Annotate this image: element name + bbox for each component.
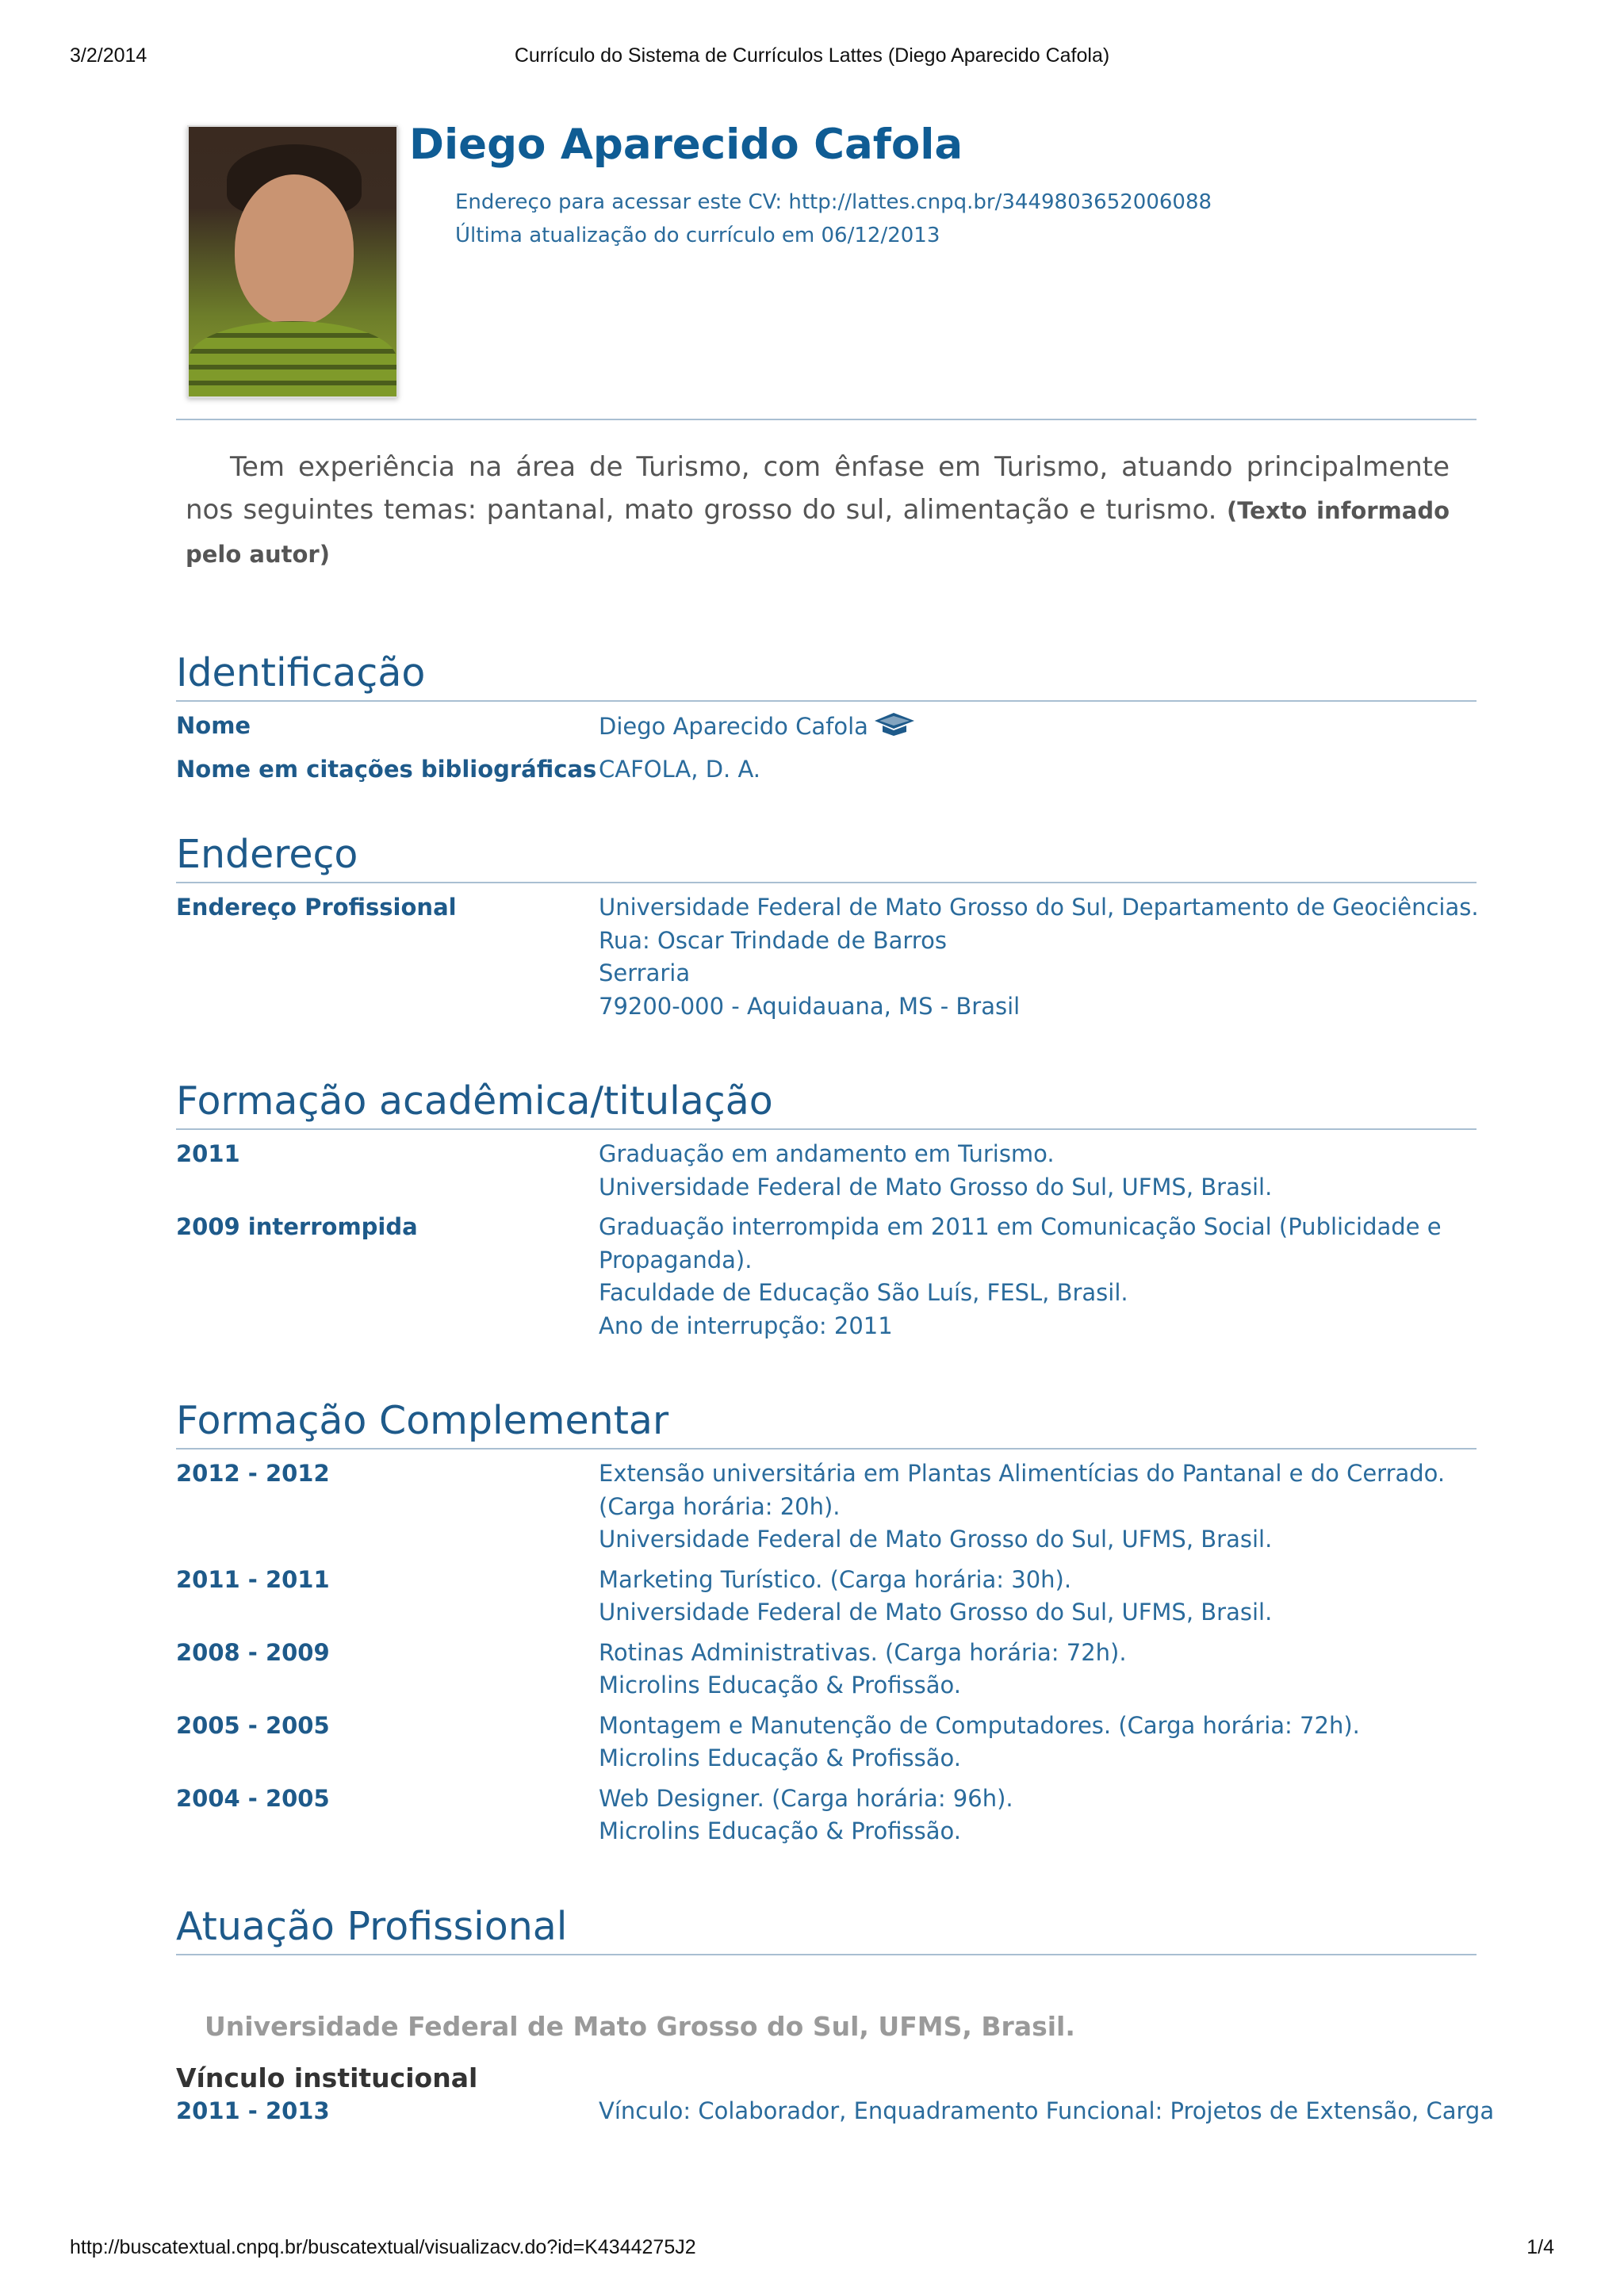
row-label: 2008 - 2009 bbox=[176, 1638, 330, 1666]
row-complementar bbox=[176, 1783, 1477, 1848]
section-rows bbox=[176, 891, 1477, 1023]
cv-header bbox=[176, 119, 1477, 420]
value-line: Web Designer. (Carga horária: 96h). bbox=[599, 1784, 1013, 1812]
value-line: Microlins Educação & Profissão. bbox=[599, 1744, 961, 1771]
section-endereco bbox=[176, 832, 1477, 1023]
row-value bbox=[599, 1783, 1477, 1848]
section-title: Formação Complementar bbox=[176, 1398, 1477, 1450]
value-line: CAFOLA, D. A. bbox=[599, 755, 761, 783]
cv-address-link[interactable]: Endereço para acessar este CV: http://lattes.cnpq.br/3449803652006088 bbox=[455, 190, 1212, 214]
row-value bbox=[599, 1211, 1477, 1342]
value-line: Faculdade de Educação São Luís, FESL, Brasil. bbox=[599, 1279, 1128, 1306]
value-line: Universidade Federal de Mato Grosso do Sul, UFMS, Brasil. bbox=[599, 1526, 1273, 1553]
value-line: Universidade Federal de Mato Grosso do Sul, UFMS, Brasil. bbox=[599, 1173, 1273, 1201]
section-rows bbox=[176, 2095, 1495, 2128]
row-complementar bbox=[176, 1710, 1477, 1775]
section-title: Atuação Profissional bbox=[176, 1904, 1477, 1955]
row-endereco-profissional bbox=[176, 891, 1477, 1023]
section-rows bbox=[176, 1457, 1477, 1848]
institution-heading: Universidade Federal de Mato Grosso do Sul, UFMS, Brasil. bbox=[205, 2010, 1075, 2042]
value-line: Rotinas Administrativas. (Carga horária: 72h). bbox=[599, 1638, 1127, 1666]
lattes-logo-icon bbox=[871, 710, 917, 746]
row-label: 2005 - 2005 bbox=[176, 1711, 330, 1739]
row-formacao bbox=[176, 1138, 1477, 1204]
footer-url: http://buscatextual.cnpq.br/buscatextual/visualizacv.do?id=K4344275J2 bbox=[70, 2236, 696, 2258]
section-rows bbox=[176, 1138, 1477, 1342]
vinculo-heading: Vínculo institucional bbox=[176, 2062, 478, 2093]
value-line: 79200-000 - Aquidauana, MS - Brasil bbox=[599, 992, 1021, 1020]
page-number: 1/4 bbox=[1526, 2236, 1554, 2258]
section-atuacao bbox=[176, 1903, 1495, 2128]
summary-note: (Texto informado pelo autor) bbox=[186, 497, 1450, 568]
row-value bbox=[599, 1710, 1477, 1775]
row-formacao bbox=[176, 1211, 1477, 1342]
value-line: Ano de interrupção: 2011 bbox=[599, 1312, 893, 1339]
row-label: Nome bbox=[176, 712, 251, 739]
value-line: Propaganda). bbox=[599, 1246, 753, 1273]
row-value bbox=[599, 1138, 1477, 1204]
section-identificacao bbox=[176, 650, 1477, 786]
value-line: Graduação interrompida em 2011 em Comunicação Social (Publicidade e bbox=[599, 1213, 1442, 1240]
row-value bbox=[599, 1637, 1477, 1702]
row-complementar bbox=[176, 1564, 1477, 1630]
photo-face bbox=[235, 174, 354, 325]
row-nome bbox=[176, 710, 1477, 746]
row-value bbox=[599, 2095, 1494, 2128]
row-label: 2012 - 2012 bbox=[176, 1460, 330, 1487]
value-line: Marketing Turístico. (Carga horária: 30h). bbox=[599, 1565, 1072, 1593]
photo-shirt bbox=[189, 321, 396, 396]
value-line: Extensão universitária em Plantas Alimentícias do Pantanal e do Cerrado. bbox=[599, 1460, 1446, 1487]
row-value bbox=[599, 1457, 1477, 1557]
row-citacoes bbox=[176, 753, 1477, 787]
row-label: Endereço Profissional bbox=[176, 894, 457, 921]
profile-photo bbox=[187, 125, 398, 398]
row-complementar bbox=[176, 1637, 1477, 1702]
value-line: Serraria bbox=[599, 959, 691, 986]
value-line bbox=[599, 710, 1477, 746]
section-rows bbox=[176, 710, 1477, 786]
last-update: Última atualização do currículo em 06/12/2013 bbox=[455, 224, 940, 247]
row-value bbox=[599, 710, 1477, 746]
row-vinculo bbox=[176, 2095, 1495, 2128]
value-line: Universidade Federal de Mato Grosso do Sul, Departamento de Geociências. bbox=[599, 894, 1479, 921]
row-label: 2011 - 2013 bbox=[176, 2097, 330, 2124]
row-label: 2011 bbox=[176, 1140, 240, 1167]
value-line: Rua: Oscar Trindade de Barros bbox=[599, 926, 947, 954]
row-value bbox=[599, 753, 1477, 787]
value-line: Microlins Educação & Profissão. bbox=[599, 1672, 961, 1698]
summary bbox=[176, 446, 1477, 576]
value-line: Universidade Federal de Mato Grosso do Sul, UFMS, Brasil. bbox=[599, 1599, 1273, 1626]
value-line: Graduação em andamento em Turismo. bbox=[599, 1140, 1055, 1167]
print-date: 3/2/2014 bbox=[70, 44, 147, 67]
profile-name: Diego Aparecido Cafola bbox=[409, 121, 963, 169]
row-value bbox=[599, 891, 1479, 1023]
row-label: 2004 - 2005 bbox=[176, 1784, 330, 1812]
section-title: Endereço bbox=[176, 832, 1477, 883]
row-value bbox=[599, 1564, 1477, 1630]
row-label: 2009 interrompida bbox=[176, 1213, 418, 1240]
section-formacao bbox=[176, 1078, 1477, 1342]
print-title: Currículo do Sistema de Currículos Lattes (Diego Aparecido Cafola) bbox=[514, 44, 1110, 67]
section-title: Identificação bbox=[176, 650, 1477, 702]
row-complementar bbox=[176, 1457, 1477, 1557]
name-value: Diego Aparecido Cafola bbox=[599, 712, 868, 740]
value-line: Montagem e Manutenção de Computadores. (Carga horária: 72h). bbox=[599, 1711, 1360, 1739]
section-title: Formação acadêmica/titulação bbox=[176, 1078, 1477, 1130]
value-line: Vínculo: Colaborador, Enquadramento Funcional: Projetos de Extensão, Carga bbox=[599, 2097, 1495, 2124]
cv-page bbox=[176, 119, 1495, 2135]
value-line: (Carga horária: 20h). bbox=[599, 1492, 841, 1520]
value-line: Microlins Educação & Profissão. bbox=[599, 1817, 961, 1844]
section-complementar bbox=[176, 1398, 1477, 1848]
summary-text: Tem experiência na área de Turismo, com ênfase em Turismo, atuando principalmente nos seguintes temas: pantanal, mato grosso do sul, alimentação e turismo. bbox=[186, 451, 1450, 526]
row-label: 2011 - 2011 bbox=[176, 1565, 330, 1593]
row-label: Nome em citações bibliográficas bbox=[176, 755, 597, 783]
